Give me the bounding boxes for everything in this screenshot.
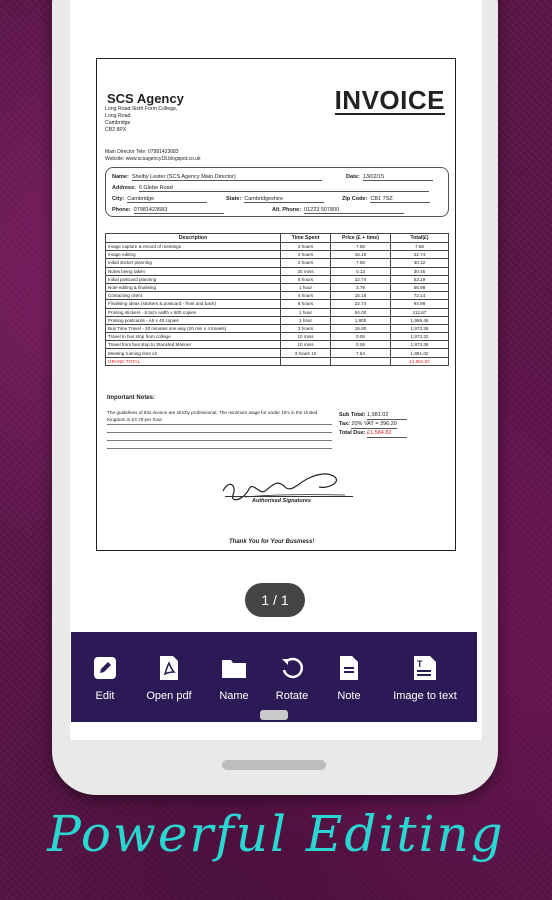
table-cell: GRAND TOTAL bbox=[106, 357, 281, 365]
table-row bbox=[106, 251, 449, 259]
subtotal-row: Sub Total: 1,981.02 bbox=[339, 411, 407, 420]
svg-text:T: T bbox=[417, 659, 423, 669]
contact-line: Website: www.scsagency18.blogspot.co.uk bbox=[105, 156, 201, 162]
note-rule bbox=[107, 432, 332, 433]
agency-address bbox=[105, 106, 177, 134]
column-header: Price (£ + time) bbox=[331, 234, 391, 243]
table-cell: Contacting client bbox=[106, 292, 281, 300]
customer-name-row: Name: Shelby Lester (SCS Agency Main Director) bbox=[112, 174, 322, 181]
table-cell: 56.98 bbox=[391, 283, 449, 291]
table-cell: 22.74 bbox=[391, 251, 449, 259]
customer-phone-row: Phone: 07981423683 bbox=[112, 207, 224, 214]
column-header: Description bbox=[106, 234, 281, 243]
table-cell: 1,800 bbox=[331, 316, 391, 324]
edit-toolbar bbox=[71, 632, 477, 722]
signature-label: Authorised Signatures bbox=[252, 498, 311, 504]
customer-address-row: Address: 6 Glebe Road bbox=[112, 185, 429, 192]
open-pdf-button[interactable] bbox=[133, 632, 205, 722]
table-cell: 1,981.02 bbox=[391, 349, 449, 357]
table-cell: 72.14 bbox=[391, 292, 449, 300]
table-cell: 4 hours bbox=[281, 251, 331, 259]
grand-total-row bbox=[106, 357, 449, 365]
total-due-row: Total Due: £1,584.82 bbox=[339, 429, 407, 438]
table-cell: Finalising ideas (stickers & postcard - front and back) bbox=[106, 300, 281, 308]
table-cell: 15.16 bbox=[331, 292, 391, 300]
table-cell: 10 mins bbox=[281, 341, 331, 349]
folder-icon bbox=[220, 654, 248, 682]
table-cell: 0.13 bbox=[331, 267, 391, 275]
table-cell: 10 mins bbox=[281, 333, 331, 341]
tax-row: Tax: 20% VAT = 396.20 bbox=[339, 421, 397, 427]
thank-you-text: Thank You for Your Business! bbox=[229, 539, 315, 545]
invoice-document bbox=[96, 58, 456, 551]
note-button[interactable] bbox=[321, 632, 377, 722]
table-cell: Bus Time Travel - 30 minutes one way (20 min x 4 travels) bbox=[106, 324, 281, 332]
image-to-text-button[interactable] bbox=[377, 632, 473, 722]
table-cell: Printing stickers - 6.5cm width x 600 copies bbox=[106, 308, 281, 316]
table-cell: 22.74 bbox=[331, 275, 391, 283]
table-cell: 7.58 bbox=[331, 259, 391, 267]
table-row bbox=[106, 292, 449, 300]
column-header: Time Spent bbox=[281, 234, 331, 243]
table-cell: Printing postcards - A5 x 40 copies bbox=[106, 316, 281, 324]
notes-text: The guidelines of this invoice are strictly professional. The minimum wage for under 18's in the United Kingdom is £3.79 per hour. bbox=[107, 410, 318, 422]
table-cell: £1,981.02 bbox=[391, 357, 449, 365]
customer-alt-phone-row: Alt. Phone: 01223 507800 bbox=[272, 207, 404, 214]
table-row bbox=[106, 349, 449, 357]
notes-title: Important Notes: bbox=[107, 395, 155, 401]
rotate-button[interactable] bbox=[263, 632, 321, 722]
rotate-label: Rotate bbox=[275, 690, 309, 702]
table-cell: 20 mins bbox=[281, 267, 331, 275]
promo-caption: Powerful Editing bbox=[47, 805, 505, 863]
note-icon bbox=[335, 654, 363, 682]
note-rule bbox=[107, 448, 332, 449]
table-cell: 53.19 bbox=[391, 275, 449, 283]
invoice-title: INVOICE bbox=[334, 85, 445, 115]
name-button[interactable] bbox=[205, 632, 263, 722]
home-indicator bbox=[222, 760, 326, 770]
table-cell: 6 hours bbox=[281, 300, 331, 308]
note-rule bbox=[107, 440, 332, 441]
table-row bbox=[106, 283, 449, 291]
invoice-items-table bbox=[105, 233, 449, 366]
note-label: Note bbox=[337, 690, 361, 702]
edit-label: Edit bbox=[95, 690, 115, 702]
table-cell: 1 hour bbox=[281, 316, 331, 324]
totals-block bbox=[339, 411, 407, 438]
customer-state-row: State: Cambridgeshire bbox=[226, 196, 324, 203]
open-pdf-label: Open pdf bbox=[146, 690, 192, 702]
name-label: Name bbox=[219, 690, 249, 702]
table-row bbox=[106, 300, 449, 308]
pdf-icon bbox=[155, 654, 183, 682]
customer-box bbox=[105, 167, 449, 217]
table-cell: 30.32 bbox=[391, 259, 449, 267]
table-header-row bbox=[106, 234, 449, 243]
table-cell: Initial postcard planning bbox=[106, 275, 281, 283]
image-to-text-label: Image to text bbox=[393, 690, 457, 702]
table-cell: 3 hours bbox=[281, 243, 331, 251]
table-cell: Note editing & finalising bbox=[106, 283, 281, 291]
table-cell: 54.00 bbox=[331, 308, 391, 316]
contact-line: Main Director Tele: 07981423683 bbox=[105, 149, 179, 155]
column-header: Total(£) bbox=[391, 234, 449, 243]
table-cell: 0.06 bbox=[331, 341, 391, 349]
table-row bbox=[106, 341, 449, 349]
address-line: Long Road Sixth Form College, bbox=[105, 106, 178, 112]
customer-city-row: City: Cambridge bbox=[112, 196, 207, 203]
table-cell: 1 hour bbox=[281, 308, 331, 316]
table-cell: 6 hours bbox=[281, 275, 331, 283]
table-cell: 3.79 bbox=[331, 283, 391, 291]
table-cell: 1,973.32 bbox=[391, 333, 449, 341]
table-row bbox=[106, 316, 449, 324]
table-cell: 7.58 bbox=[391, 243, 449, 251]
address-line: Cambridge bbox=[105, 120, 131, 126]
table-cell: 30.45 bbox=[391, 267, 449, 275]
signature-rule bbox=[225, 496, 353, 497]
table-cell: 1 hour bbox=[281, 283, 331, 291]
table-cell: 1,973.38 bbox=[391, 341, 449, 349]
table-row bbox=[106, 275, 449, 283]
table-cell: 7.58 bbox=[331, 243, 391, 251]
table-cell: Notes being taken bbox=[106, 267, 281, 275]
table-cell: 15.16 bbox=[331, 251, 391, 259]
table-cell: 2 hours bbox=[281, 259, 331, 267]
table-row bbox=[106, 324, 449, 332]
image-to-text-icon bbox=[411, 654, 439, 682]
note-rule bbox=[107, 424, 332, 425]
table-cell: Travel from bus stop to Stansted Manner bbox=[106, 341, 281, 349]
table-cell: 16.80 bbox=[331, 324, 391, 332]
table-cell: 112.67 bbox=[391, 308, 449, 316]
table-cell: 2 hours bbox=[281, 324, 331, 332]
table-cell: 22.74 bbox=[331, 300, 391, 308]
table-row bbox=[106, 267, 449, 275]
table-cell: Initial sticker planning bbox=[106, 259, 281, 267]
table-cell: 0.06 bbox=[331, 333, 391, 341]
edit-pencil-icon bbox=[91, 654, 119, 682]
toolbar-drag-handle[interactable] bbox=[260, 710, 288, 720]
address-line: Long Road bbox=[105, 113, 131, 119]
table-row bbox=[106, 259, 449, 267]
rotate-icon bbox=[278, 654, 306, 682]
table-cell bbox=[281, 357, 331, 365]
table-cell: 3 hours 10 bbox=[281, 349, 331, 357]
table-cell bbox=[331, 357, 391, 365]
table-cell: 94.88 bbox=[391, 300, 449, 308]
address-line: CB2 8PX bbox=[105, 127, 127, 133]
table-row bbox=[106, 308, 449, 316]
table-cell: Travel to bus stop from college bbox=[106, 333, 281, 341]
table-cell: 7.64 bbox=[331, 349, 391, 357]
table-cell: 1,956.46 bbox=[391, 316, 449, 324]
agency-name: SCS Agency bbox=[107, 91, 184, 106]
table-cell: Meeting running time x2 bbox=[106, 349, 281, 357]
table-cell: 1,973.26 bbox=[391, 324, 449, 332]
page-indicator: 1 / 1 bbox=[245, 583, 305, 617]
customer-date-row: Date: 13/02/15 bbox=[346, 174, 433, 181]
agency-contact bbox=[105, 149, 201, 163]
table-row bbox=[106, 333, 449, 341]
table-cell: Image capture & record of meetings bbox=[106, 243, 281, 251]
customer-zip-row: Zip Code: CB1 7SZ bbox=[342, 196, 430, 203]
table-row bbox=[106, 243, 449, 251]
table-cell: Image editing bbox=[106, 251, 281, 259]
edit-button[interactable] bbox=[77, 632, 133, 722]
table-cell: 4 hours bbox=[281, 292, 331, 300]
